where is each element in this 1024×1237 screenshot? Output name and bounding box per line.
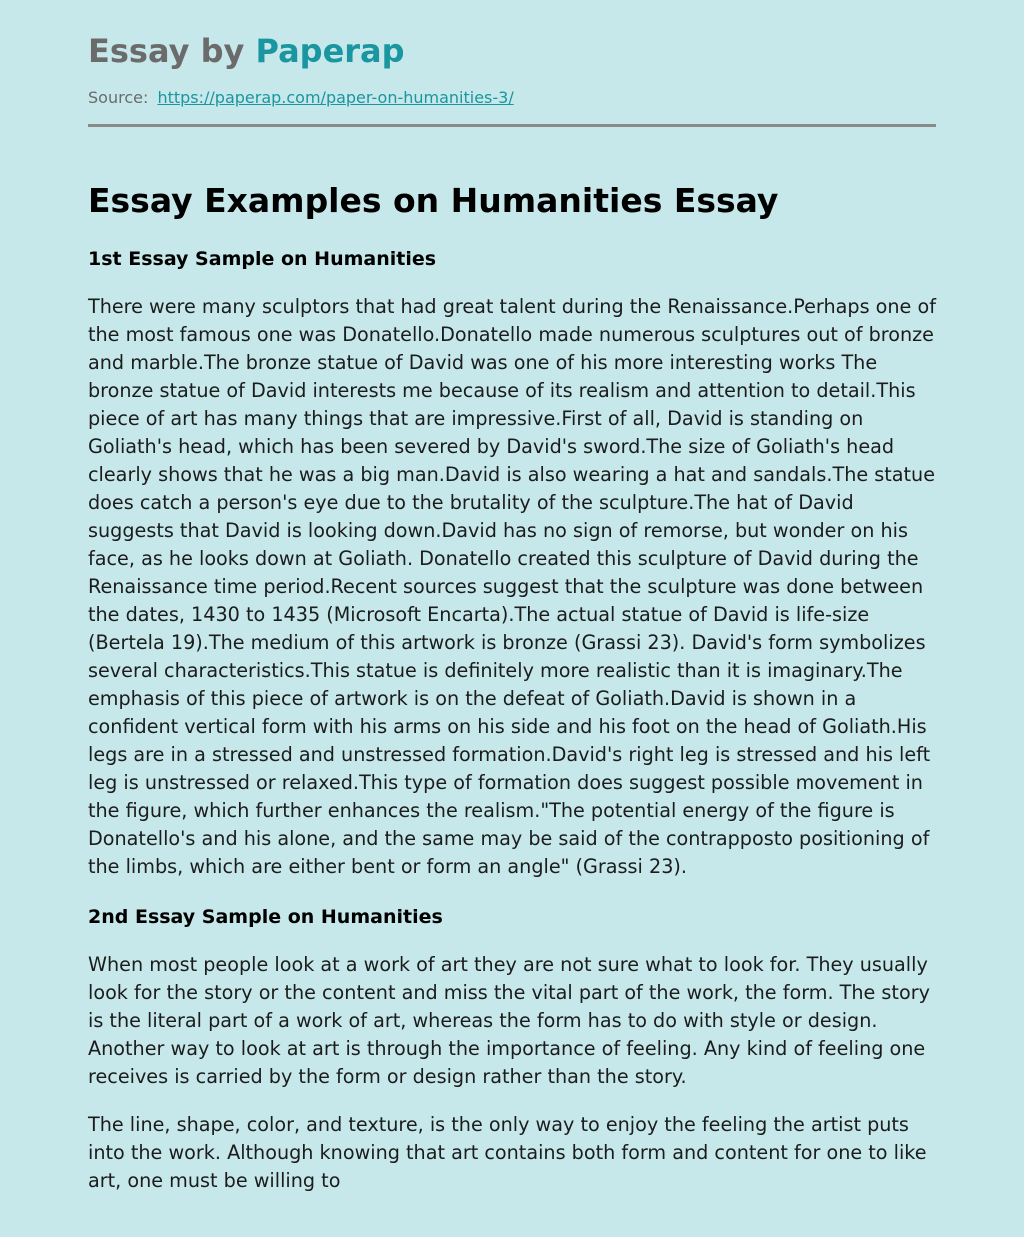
brand-name: Paperap bbox=[255, 32, 405, 70]
brand-prefix: Essay by bbox=[88, 32, 256, 70]
source-line bbox=[88, 86, 936, 110]
header-divider bbox=[88, 124, 936, 127]
source-link[interactable]: https://paperap.com/paper-on-humanities-3/ bbox=[157, 88, 514, 107]
section-heading-1: 1st Essay Sample on Humanities bbox=[88, 248, 437, 270]
page-title: Essay Examples on Humanities Essay bbox=[88, 181, 779, 220]
section-2-paragraph-1: When most people look at a work of art they are not sure what to look for. They usually look for the story or the content and miss the vital part of the work, the form. The story is the literal part of a work of art, whereas the form has to do with style or design. Another way to look at art is through the importance of feeling. Any kind of feeling one receives is carried by the form or design rather than the story. bbox=[88, 953, 930, 1088]
section-heading-2: 2nd Essay Sample on Humanities bbox=[88, 906, 443, 928]
site-brand[interactable] bbox=[88, 30, 936, 72]
source-label: Source: bbox=[88, 88, 149, 107]
section-1-paragraph-1: There were many sculptors that had great talent during the Renaissance.Perhaps one of the most famous one was Donatello.Donatello made numerous sculptures out of bronze and marble.The bronze statue of David was one of his more interesting works The bronze statue of David interests me because of its realism and attention to detail.This piece of art has many things that are impressive.First of all, David is standing on Goliath's head, which has been severed by David's sword.The size of Goliath's head clearly shows that he was a big man.David is also wearing a hat and sandals.The statue does catch a person's eye due to the brutality of the sculpture.The hat of David suggests that David is looking down.David has no sign of remorse, but wonder on his face, as he looks down at Goliath. Donatello created this sculpture of David during the Renaissance time period.Recent sources suggest that the sculpture was done between the dates, 1430 to 1435 (Microsoft Encarta).The actual statue of David is life-size (Bertela 19).The medium of this artwork is bronze (Grassi 23). David's form symbolizes several characteristics.This statue is definitely more realistic than it is imaginary.The emphasis of this piece of artwork is on the defeat of Goliath.David is shown in a confident vertical form with his arms on his side and his foot on the head of Goliath.His legs are in a stressed and unstressed formation.David's right leg is stressed and his left leg is unstressed or relaxed.This type of formation does suggest possible movement in the figure, which further enhances the realism."The potential energy of the figure is Donatello's and his alone, and the same may be said of the contrapposto positioning of the limbs, which are either bent or form an angle" (Grassi 23). bbox=[88, 295, 936, 878]
section-2-paragraph-2: The line, shape, color, and texture, is the only way to enjoy the feeling the artist puts into the work. Although knowing that art contains both form and content for one to like art, one must be willing to bbox=[88, 1113, 927, 1192]
